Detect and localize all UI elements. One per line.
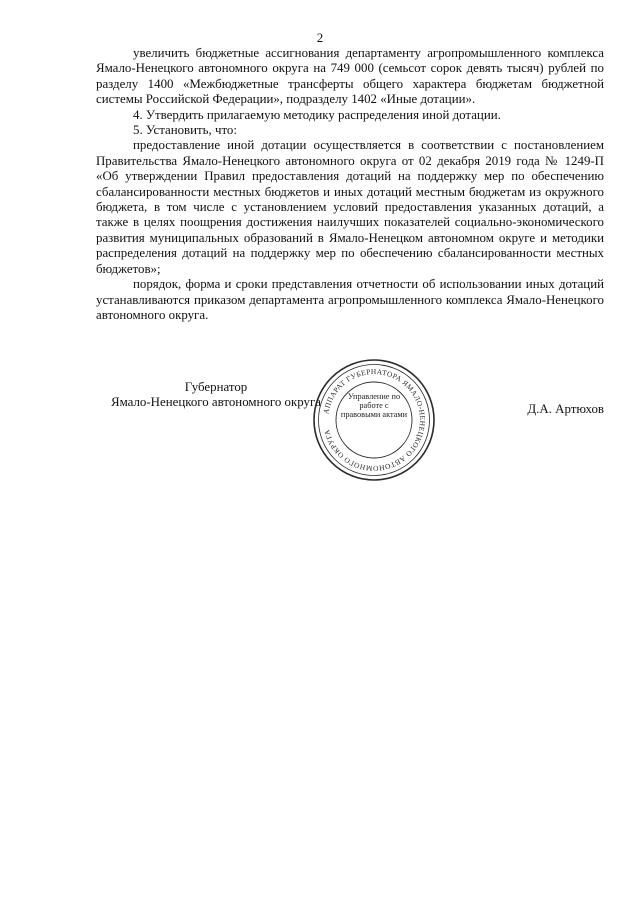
signatory-title-line2: Ямало-Ненецкого автономного округа [111, 395, 321, 410]
seal-graphic [310, 356, 438, 484]
signatory-title [96, 380, 336, 411]
signatory-title-line1: Губернатор [184, 380, 248, 394]
official-seal [310, 356, 438, 484]
paragraph-reporting-procedure: порядок, форма и сроки представления отчетности об использовании иных дотаций устанавливаются приказом департамента агропромышленного комплекса Ямало-Ненецкого автономного округа. [96, 277, 604, 322]
signatory-name: Д.А. Артюхов [527, 402, 604, 416]
document-body [96, 46, 604, 323]
paragraph-budget-allocation: увеличить бюджетные ассигнования департаменту агропромышленного комплекса Ямало-Ненецкого автономного округа на 749 000 (семьсот сорок девять тысяч) рублей по разделу 1400 «Межбюджетные трансферты общего характера бюджетам бюджетной системы Российской Федерации», подразделу 1402 «Иные дотации». [96, 46, 604, 107]
paragraph-item-4: 4. Утвердить прилагаемую методику распределения иной дотации. [133, 107, 501, 122]
svg-text:АППАРАТ ГУБЕРНАТОРА ЯМАЛО-НЕНЕ [321, 367, 427, 473]
paragraph-subsidy-provision: предоставление иной дотации осуществляется в соответствии с постановлением Правительства Ямало-Ненецкого автономного округа от 02 декабря 2019 года № 1249-П «Об утверждении Правил предоставления дотаций на поддержку мер по обеспечению сбалансированности местных бюджетов и иных дотаций местным бюджетам из окружного бюджета, в том числе с установлением условий предоставления указанных дотаций, а также в целях поощрения достижения наилучших показателей социально-экономического развития муниципальных образований в Ямало-Ненецком автономном округе и методики распределения дотаций на поддержку мер по обеспечению сбалансированности местных бюджетов»; [96, 138, 604, 276]
seal-ring-text: АППАРАТ ГУБЕРНАТОРА ЯМАЛО-НЕНЕЦКОГО АВТОНОМНОГО ОКРУГА [321, 366, 428, 474]
seal-center-text: Управление по работе с правовыми актами [340, 392, 408, 420]
signature-block [96, 366, 604, 490]
page-number: 2 [316, 30, 324, 45]
paragraph-item-5: 5. Установить, что: [133, 123, 237, 138]
